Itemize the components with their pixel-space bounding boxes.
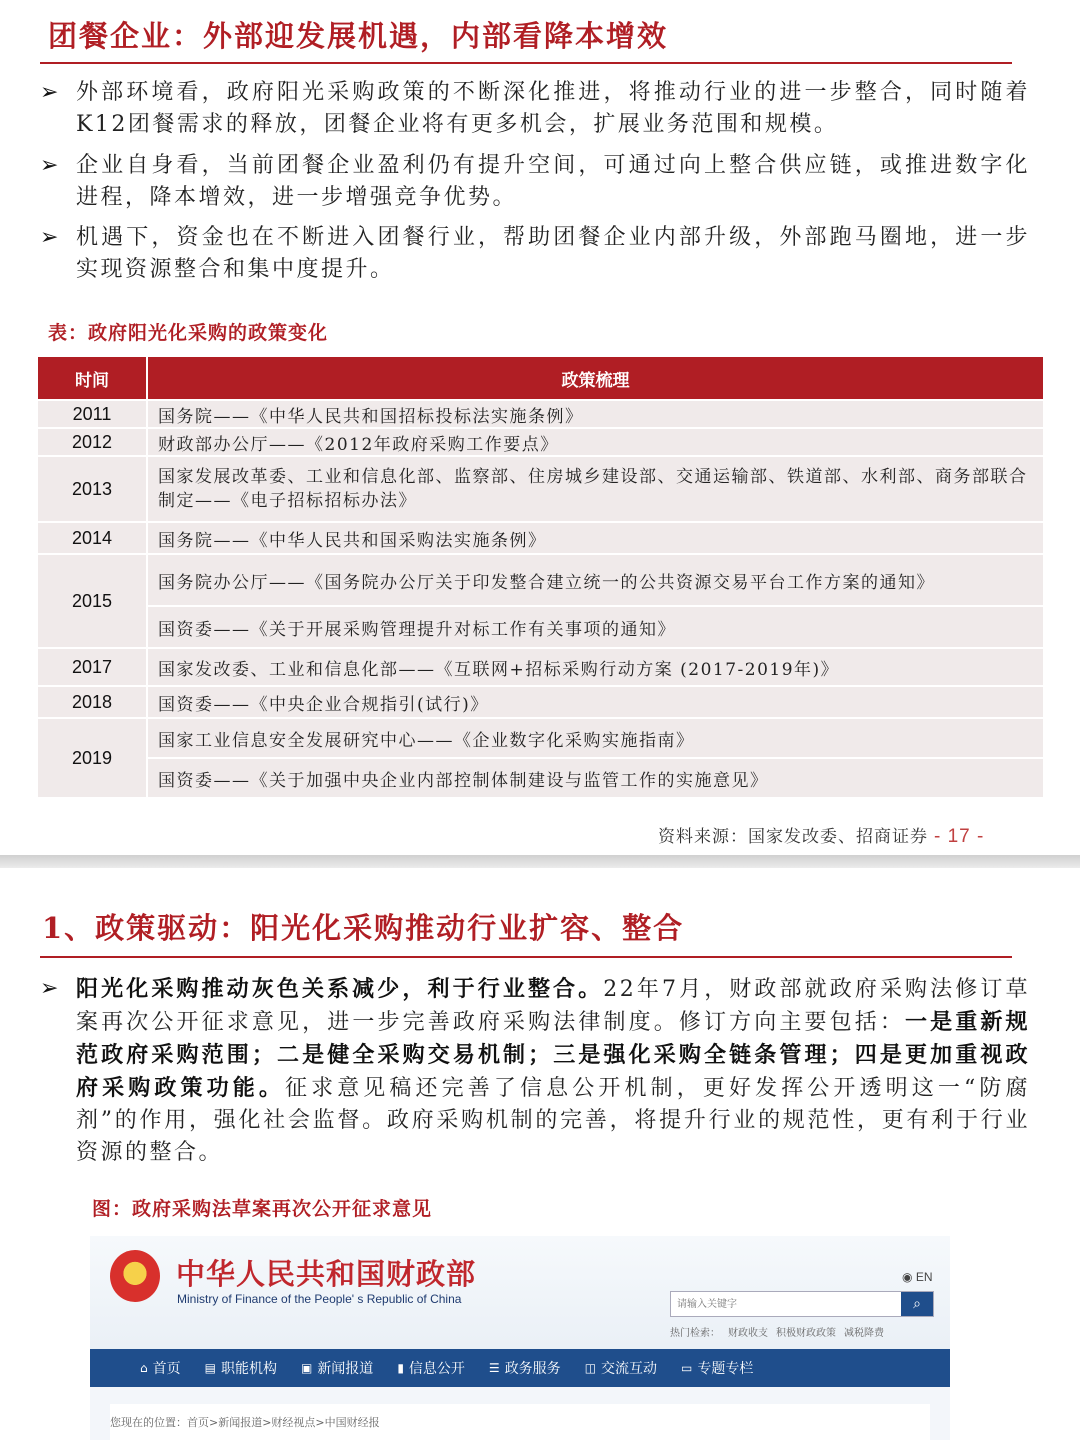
table-caption: 表：政府阳光化采购的政策变化: [48, 322, 329, 344]
row-policy: 国务院——《中华人民共和国招标投标法实施条例》: [158, 406, 584, 427]
table-row: [38, 553, 1043, 647]
national-emblem-icon: [110, 1250, 160, 1302]
row-policy: 国务院办公厅——《国务院办公厅关于印发整合建立统一的公共资源交易平台工作方案的通知》: [158, 572, 935, 593]
arrow-bullet-icon: ➢: [40, 976, 59, 1001]
figure-caption: 图：政府采购法草案再次公开征求意见: [92, 1198, 433, 1220]
service-icon: ☰: [488, 1361, 500, 1375]
news-icon: ▣: [300, 1361, 313, 1375]
slide-title: 团餐企业：外部迎发展机遇，内部看降本增效: [48, 19, 669, 53]
table-row: [38, 647, 1043, 685]
bullet-text: 机遇下，资金也在不断进入团餐行业，帮助团餐企业内部升级，外部跑马圈地，进一步实现资源整合和集中度提升。: [76, 225, 1030, 282]
hot-label: 热门检索：: [670, 1328, 720, 1339]
row-year: 2014: [38, 523, 148, 553]
row-policy: 国资委——《关于开展采购管理提升对标工作有关事项的通知》: [148, 605, 1043, 647]
body-text: 22年7月，财政部就政府采购法修订草案再次公开征求意见，进一步完善政府采购法律制度。修订方向主要包括：: [76, 977, 1030, 1035]
table-header: [38, 357, 1043, 399]
interact-icon: ◫: [584, 1361, 597, 1375]
hot-term-link[interactable]: 减税降费: [844, 1328, 884, 1339]
row-policy: 国务院——《中华人民共和国采购法实施条例》: [158, 530, 547, 551]
hot-term-link[interactable]: 积极财政政策: [776, 1328, 836, 1339]
nav-org[interactable]: [205, 1358, 277, 1378]
bullet-text: 企业自身看，当前团餐企业盈利仍有提升空间，可通过向上整合供应链，或推进数字化进程，降本增效，进一步增强竞争优势。: [76, 153, 1030, 210]
org-icon: ▤: [204, 1361, 216, 1375]
slide-title: 1、政策驱动：阳光化采购推动行业扩容、整合: [42, 911, 685, 945]
search-input[interactable]: [671, 1292, 901, 1316]
table-row: [38, 685, 1043, 717]
nav-label: 首页: [152, 1361, 181, 1377]
page-divider: [0, 855, 1080, 868]
page-number: - 17 -: [934, 826, 985, 847]
breadcrumb: 您现在的位置：首页>新闻报道>财经视点>中国财经报: [110, 1416, 380, 1429]
table-row: [38, 717, 1043, 797]
nav-news[interactable]: [301, 1358, 373, 1378]
nav-home[interactable]: [140, 1358, 181, 1378]
home-icon: ⌂: [140, 1361, 148, 1375]
arrow-bullet-icon: ➢: [40, 153, 59, 178]
search-button[interactable]: [901, 1292, 933, 1316]
source-text: 资料来源：国家发改委、招商证券: [658, 827, 928, 847]
table-row: [38, 455, 1043, 521]
bullet-item: [40, 973, 1030, 1169]
row-year: 2019: [38, 719, 148, 797]
ministry-name-cn: 中华人民共和国财政部: [176, 1257, 477, 1291]
bullet-item: [40, 150, 1030, 214]
row-policy: 国家发改委、工业和信息化部——《互联网+招标采购行动方案 (2017-2019年)》: [158, 659, 840, 680]
ministry-name-en: Ministry of Finance of the People' s Republic of China: [177, 1292, 462, 1306]
table-row: [38, 399, 1043, 427]
site-header: [90, 1236, 950, 1349]
row-year: 2013: [38, 457, 148, 521]
table-row: [38, 521, 1043, 553]
bullet-text: 外部环境看，政府阳光采购政策的不断深化推进，将推动行业的进一步整合，同时随着K12团餐需求的释放，团餐企业将有更多机会，扩展业务范围和规模。: [76, 80, 1030, 137]
hot-term-link[interactable]: 财政收支: [728, 1328, 768, 1339]
search-icon: ⌕: [913, 1296, 921, 1312]
nav-services[interactable]: [489, 1358, 561, 1378]
doc-icon: ▮: [397, 1361, 404, 1375]
nav-label: 职能机构: [220, 1361, 277, 1377]
nav-label: 政务服务: [504, 1361, 561, 1377]
nav-label: 专题专栏: [697, 1361, 754, 1377]
policy-table: [38, 357, 1043, 797]
row-year: 2011: [38, 401, 148, 427]
row-year: 2018: [38, 687, 148, 717]
header-policy: 政策梳理: [561, 370, 630, 391]
header-year: 时间: [38, 357, 148, 399]
body-text: 征求意见稿还完善了信息公开机制，更好发挥公开透明这一“防腐剂”的作用，强化社会监督。政府采购机制的完善，将提升行业的规范性，更有利于行业资源的整合。: [76, 1076, 1030, 1165]
language-label: EN: [915, 1270, 933, 1284]
row-policy: 财政部办公厅——《2012年政府采购工作要点》: [158, 434, 559, 455]
row-policy: 国资委——《关于加强中央企业内部控制体制建设与监管工作的实施意见》: [148, 757, 1043, 797]
bullet-item: [40, 77, 1030, 141]
row-year: 2015: [38, 555, 148, 647]
title-rule: [40, 956, 1012, 958]
table-row: [38, 427, 1043, 455]
language-switch[interactable]: [902, 1270, 933, 1284]
nav-label: 新闻报道: [317, 1361, 374, 1377]
nav-interact[interactable]: [585, 1358, 657, 1378]
row-policy: 国家发展改革委、工业和信息化部、监察部、住房城乡建设部、交通运输部、铁道部、水利部、商务部联合制定——《电子招标招标办法》: [158, 467, 1028, 511]
site-search: [670, 1291, 934, 1317]
website-screenshot: [90, 1236, 950, 1440]
nav-disclosure[interactable]: [397, 1358, 465, 1378]
row-policy: 国资委——《中央企业合规指引(试行)》: [158, 694, 489, 715]
arrow-bullet-icon: ➢: [40, 225, 59, 250]
hot-search: [670, 1324, 892, 1339]
nav-label: 交流互动: [601, 1361, 658, 1377]
source-note: [658, 822, 984, 848]
nav-topics[interactable]: [681, 1358, 753, 1378]
site-nav: [90, 1349, 950, 1387]
row-policy: 国家工业信息安全发展研究中心——《企业数字化采购实施指南》: [158, 730, 695, 751]
arrow-bullet-icon: ➢: [40, 80, 59, 105]
globe-icon: ◉: [902, 1270, 913, 1284]
bold-directions: 一是重新规范政府采购范围；二是健全采购交易机制；三是强化采购全链条管理；四是更加重视政府采购政策功能。: [76, 1009, 1030, 1101]
bullet-text: [76, 973, 1030, 1169]
row-year: 2017: [38, 649, 148, 685]
nav-label: 信息公开: [408, 1361, 465, 1377]
row-year: 2012: [38, 429, 148, 455]
bullet-item: [40, 222, 1030, 286]
bold-lead: 阳光化采购推动灰色关系减少，利于行业整合。: [76, 976, 604, 1002]
topic-icon: ▭: [681, 1361, 693, 1375]
title-rule: [40, 62, 1012, 64]
